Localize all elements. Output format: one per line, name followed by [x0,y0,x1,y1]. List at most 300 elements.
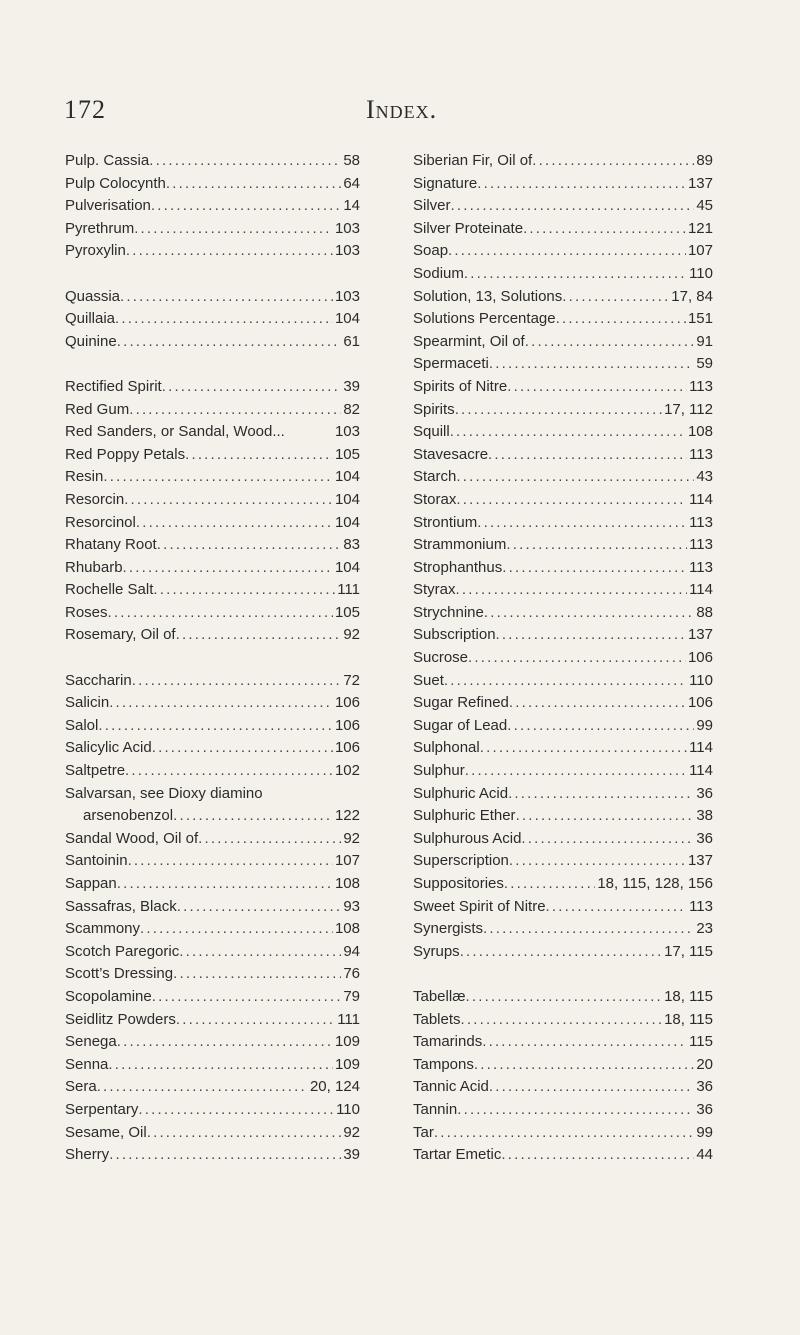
index-entry [65,624,360,647]
index-entry [413,805,713,828]
leader-dots [532,150,694,173]
index-page-refs: 20 [696,1055,713,1073]
index-entry [65,489,360,512]
index-term: Pyrethrum [65,219,135,237]
index-term: Senna [65,1055,109,1073]
index-term: Signature [413,174,478,192]
leader-dots [477,512,687,535]
index-entry [413,444,713,467]
index-entry [413,850,713,873]
index-page-refs: 18, 115 [664,1010,713,1028]
index-page-refs: 91 [696,332,713,350]
index-term: Tannin [413,1100,458,1118]
leader-dots [185,444,333,467]
index-entry [65,670,360,693]
index-term: Rochelle Salt [65,581,154,599]
index-entry [65,805,360,828]
index-term: Sherry [65,1146,110,1164]
index-page-refs: 20, 124 [309,1078,360,1096]
leader-dots [489,353,694,376]
index-page-refs: 104 [334,558,360,576]
leader-dots [457,1099,694,1122]
leader-dots [507,715,694,738]
index-term: Rosemary, Oil of [65,626,176,644]
index-page-refs: 36 [696,1100,713,1118]
index-term: Soap [413,242,449,260]
index-term: Saccharin [65,671,132,689]
index-page-refs: 44 [696,1146,713,1164]
index-page-refs: 18, 115, 128, 156 [597,875,713,892]
leader-dots [115,308,333,331]
index-page-refs: 109 [334,1033,360,1051]
index-term: Tar [413,1123,434,1141]
index-gap [65,647,360,670]
index-entry [413,534,713,557]
index-term: Spearmint, Oil of [413,332,525,350]
leader-dots [516,805,695,828]
index-page-refs: 110 [689,264,713,282]
index-page-refs: 108 [334,875,360,892]
index-entry [413,173,713,196]
index-entry [413,1099,713,1122]
index-entry [65,918,360,941]
index-entry [65,828,360,851]
page-heading: Index. [366,95,438,124]
leader-dots [117,1031,333,1054]
index-page-refs: 137 [687,852,713,870]
index-entry [413,399,713,422]
index-term: Pyroxylin [65,242,126,260]
index-term: Suppositories [413,875,504,892]
leader-dots [117,873,333,896]
index-page-refs: 122 [334,807,360,825]
index-gap [413,963,713,986]
index-term: Scotch Paregoric [65,942,180,960]
leader-dots [546,896,688,919]
index-page-refs: 103 [334,423,360,441]
index-page-refs: 106 [334,739,360,757]
leader-dots [97,1076,308,1099]
index-term: Spirits [413,400,455,418]
index-page-refs: 113 [689,377,713,395]
index-page-refs: 106 [334,694,360,712]
leader-dots [502,557,687,580]
index-entry [65,444,360,467]
index-page-refs: 106 [687,694,713,712]
index-term: Tampons [413,1055,474,1073]
index-entry [413,1122,713,1145]
index-term: Solutions Percentage [413,310,556,328]
leader-dots [140,918,333,941]
index-page-refs: 23 [696,920,713,938]
index-entry [413,873,713,896]
index-term: Pulverisation [65,197,151,215]
index-term: Quillaia [65,310,116,328]
index-entry [413,1054,713,1077]
index-entry [65,331,360,354]
leader-dots [456,466,694,489]
leader-dots [474,1054,694,1077]
index-entry [413,240,713,263]
index-page-refs: 72 [343,671,360,689]
leader-dots [523,218,686,241]
index-term: Sulphur [413,762,465,780]
index-term: Sulphuric Ether [413,807,516,825]
index-term: Red Sanders, or Sandal, Wood... [65,423,285,441]
leader-dots [477,173,686,196]
leader-dots [117,331,342,354]
index-term: Salicin [65,694,110,712]
leader-dots [138,1099,334,1122]
index-page-refs: 114 [689,762,713,780]
index-entry [413,421,713,444]
leader-dots [128,850,333,873]
leader-dots [129,399,341,422]
leader-dots [466,986,663,1009]
index-term: Scopolamine [65,987,152,1005]
index-entry [413,1009,713,1032]
index-entry [65,986,360,1009]
index-page-refs: 105 [334,603,360,621]
index-page-refs: 113 [689,536,713,554]
index-term: Resin [65,468,104,486]
index-page-refs: 111 [337,1010,360,1028]
index-page-refs: 92 [343,829,360,847]
index-page-refs: 107 [687,242,713,260]
index-page-refs: 61 [343,332,360,350]
index-page-refs: 45 [696,197,713,215]
index-entry [413,286,713,309]
index-page-refs: 111 [337,581,360,599]
leader-dots [465,760,687,783]
index-entry [65,376,360,399]
index-term: Resorcin [65,490,125,508]
index-term: Salvarsan, see Dioxy diamino [65,784,263,802]
index-term: Siberian Fir, Oil of [413,152,533,169]
index-term: Scott’s Dressing [65,965,174,983]
leader-dots [483,918,694,941]
index-entry [65,1054,360,1077]
index-page-refs: 104 [334,310,360,328]
index-term: Sulphurous Acid [413,829,522,847]
index-entry [413,647,713,670]
leader-dots [504,873,595,896]
index-term: Quassia [65,287,121,305]
leader-dots [468,647,686,670]
index-entry [413,353,713,376]
index-term: Squill [413,423,450,441]
index-entry [65,218,360,241]
leader-dots [444,670,687,693]
index-gap [65,263,360,286]
index-page-refs: 94 [343,942,360,960]
index-term: Superscription [413,852,509,870]
index-entry [65,760,360,783]
index-entry [413,760,713,783]
index-term: Sugar of Lead [413,716,508,734]
index-entry [65,173,360,196]
leader-dots [162,376,342,399]
leader-dots [176,1009,335,1032]
leader-dots [157,534,342,557]
index-entry [413,918,713,941]
index-term: Seidlitz Powders [65,1010,176,1028]
index-term: Rhubarb [65,558,123,576]
index-page-refs: 113 [689,445,713,463]
leader-dots [98,715,333,738]
leader-dots [152,737,333,760]
index-entry [65,240,360,263]
index-entry [65,850,360,873]
index-page-refs: 102 [334,762,360,780]
leader-dots [525,331,695,354]
index-entry [65,1076,360,1099]
index-term: Suet [413,671,444,689]
index-page-refs: 92 [343,1123,360,1141]
index-term: Sulphuric Acid [413,784,509,802]
leader-dots [152,986,342,1009]
index-page-refs: 89 [696,152,713,169]
index-page-refs: 17, 112 [664,400,713,418]
index-entry [413,150,713,173]
index-gap [65,353,360,376]
index-term: Tartar Emetic [413,1146,502,1164]
index-term: Pulp. Cassia [65,152,150,169]
index-term: arsenobenzol [83,807,174,825]
index-column-left [65,150,360,1167]
leader-dots [108,602,333,625]
index-page-refs: 36 [696,829,713,847]
index-term: Salicylic Acid [65,739,152,757]
index-entry [413,308,713,331]
index-entry [65,941,360,964]
index-entry [413,263,713,286]
index-page-refs: 121 [687,219,713,237]
index-term: Silver Proteinate [413,219,524,237]
index-term: Sucrose [413,649,469,667]
index-term: Styrax [413,581,456,599]
index-term: Sandal Wood, Oil of [65,829,199,847]
index-entry [65,896,360,919]
index-entry [413,489,713,512]
index-page-refs: 104 [334,513,360,531]
index-entry [413,376,713,399]
index-page-refs: 137 [687,626,713,644]
index-entry [65,399,360,422]
leader-dots [562,286,669,309]
index-page-refs: 108 [334,920,360,938]
index-term: Tannic Acid [413,1078,489,1096]
index-entry [413,195,713,218]
index-entry [65,1122,360,1145]
index-term: Sesame, Oil [65,1123,147,1141]
index-page-refs: 109 [334,1055,360,1073]
index-page-refs: 107 [334,852,360,870]
leader-dots [434,1122,694,1145]
index-entry [413,579,713,602]
index-term: Salol [65,716,99,734]
index-page-refs: 106 [687,649,713,667]
index-term: Sodium [413,264,464,282]
index-page-refs: 110 [336,1100,360,1118]
index-page-refs: 82 [343,400,360,418]
index-entry [413,557,713,580]
index-term: Spirits of Nitre [413,377,508,395]
index-term: Sulphonal [413,739,480,757]
index-term: Starch [413,468,457,486]
leader-dots [173,805,333,828]
index-entry [413,466,713,489]
index-entry [65,579,360,602]
index-page-refs: 83 [343,536,360,554]
index-term: Rectified Spirit [65,377,162,395]
leader-dots [136,512,333,535]
index-term: Sugar Refined [413,694,509,712]
leader-dots [556,308,686,331]
index-page-refs: 39 [343,1146,360,1164]
index-entry [65,692,360,715]
index-term: Solution, 13, Solutions [413,287,563,305]
index-page-refs: 114 [689,490,713,508]
index-term: Syrups [413,942,460,960]
leader-dots [109,1144,341,1167]
index-page-refs: 36 [696,784,713,802]
index-term: Strontium [413,513,478,531]
index-page-refs: 113 [689,897,713,915]
index-entry [65,286,360,309]
index-page-refs: 64 [343,174,360,192]
index-page-refs: 137 [687,174,713,192]
index-entry [413,896,713,919]
index-entry [65,150,360,173]
index-page-refs: 104 [334,490,360,508]
leader-dots [448,240,686,263]
index-entry [65,963,360,986]
index-page-refs: 108 [687,423,713,441]
index-page-refs: 104 [334,468,360,486]
index-entry [413,1076,713,1099]
index-entry [413,715,713,738]
leader-dots [455,399,662,422]
index-page-refs: 76 [343,965,360,983]
leader-dots [496,624,686,647]
leader-dots [120,286,333,309]
index-column-right [413,150,713,1167]
index-entry [65,1144,360,1167]
index-page-refs: 114 [689,581,713,599]
index-term: Rhatany Root [65,536,157,554]
index-term: Sassafras, Black [65,897,177,915]
index-term: Tabellæ [413,987,466,1005]
index-term: Tablets [413,1010,461,1028]
index-page-refs: 14 [343,197,360,215]
index-term: Santoinin [65,852,128,870]
leader-dots [151,195,341,218]
index-page-refs: 113 [689,513,713,531]
index-entry [413,670,713,693]
index-page-refs: 93 [343,897,360,915]
index-term: Sappan [65,875,117,892]
index-term: Strophanthus [413,558,503,576]
index-page-refs: 36 [696,1078,713,1096]
index-term: Saltpetre [65,762,126,780]
index-term: Tamarinds [413,1033,483,1051]
leader-dots [123,557,333,580]
leader-dots [507,376,687,399]
index-page-refs: 99 [696,1123,713,1141]
index-page-refs: 105 [334,445,360,463]
leader-dots [508,783,694,806]
index-entry [65,737,360,760]
index-entry [413,783,713,806]
leader-dots [126,240,333,263]
leader-dots [108,1054,333,1077]
leader-dots [456,489,687,512]
index-entry [65,1009,360,1032]
index-page-refs: 58 [343,152,360,169]
index-page-refs: 43 [696,468,713,486]
index-entry [413,986,713,1009]
leader-dots [134,218,333,241]
leader-dots [480,737,687,760]
index-term: Sweet Spirit of Nitre [413,897,546,915]
index-page-refs: 103 [334,287,360,305]
index-term: Quinine [65,332,117,350]
index-page-refs: 114 [689,739,713,757]
leader-dots [176,624,342,647]
index-term: Synergists [413,920,484,938]
index-term: Serpentary [65,1100,139,1118]
leader-dots [484,602,694,625]
index-page-refs: 92 [343,626,360,644]
index-entry [413,692,713,715]
leader-dots [153,579,335,602]
index-entry [65,873,360,896]
leader-dots [132,670,342,693]
index-page-refs: 103 [334,219,360,237]
index-entry [413,602,713,625]
leader-dots [198,828,341,851]
index-entry [413,828,713,851]
index-entry [65,195,360,218]
index-page-refs: 99 [696,716,713,734]
leader-dots [464,263,687,286]
index-term: Strammonium [413,536,507,554]
index-page-refs: 17, 84 [671,287,713,305]
leader-dots [506,534,687,557]
index-entry [413,941,713,964]
index-entry [65,602,360,625]
index-entry [65,715,360,738]
index-term: Red Poppy Petals [65,445,186,463]
leader-dots [177,896,342,919]
index-term: Storax [413,490,457,508]
leader-dots [450,421,686,444]
index-page-refs: 106 [334,716,360,734]
leader-dots [166,173,341,196]
leader-dots [124,489,333,512]
leader-dots [482,1031,687,1054]
index-entry [413,624,713,647]
leader-dots [521,828,694,851]
index-term: Resorcinol [65,513,136,531]
index-entry [65,512,360,535]
index-page-refs: 151 [687,310,713,328]
leader-dots [501,1144,694,1167]
index-term: Red Gum [65,400,130,418]
index-term: Pulp Colocynth [65,174,166,192]
index-term: Scammony [65,920,141,938]
